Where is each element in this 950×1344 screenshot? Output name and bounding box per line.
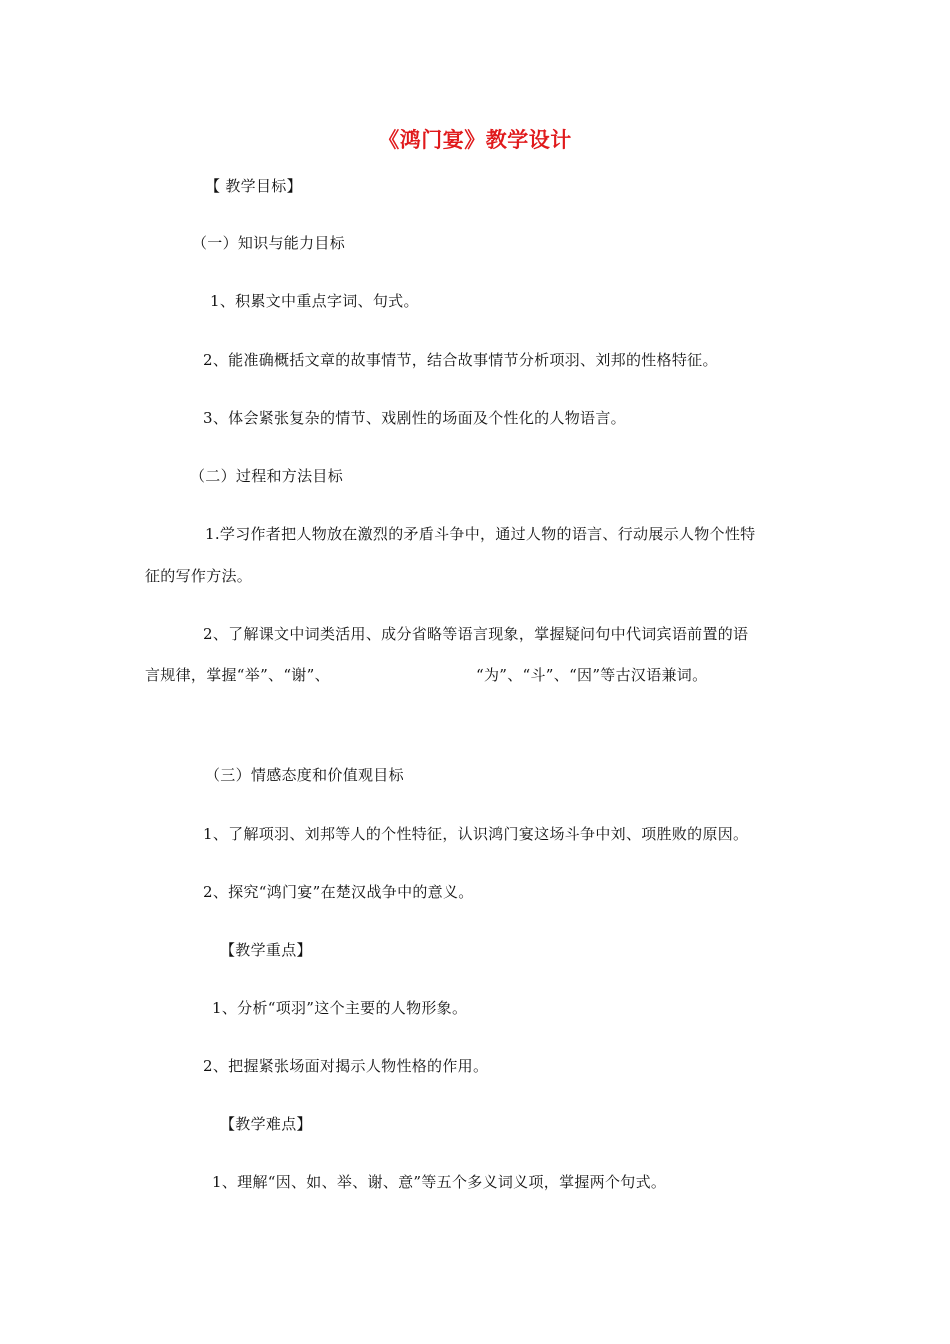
goals-heading: 【 教学目标】 (205, 177, 302, 195)
section2-item1-line1: 1.学习作者把人物放在激烈的矛盾斗争中，通过人物的语言、行动展示人物个性特 (205, 525, 756, 543)
section2-item2-line2b: “为”、“斗”、“因”等古汉语兼词。 (476, 666, 708, 684)
section2-item1-line2: 征的写作方法。 (145, 567, 253, 585)
section2-item2-line1: 2、了解课文中词类活用、成分省略等语言现象，掌握疑问句中代词宾语前置的语 (203, 625, 749, 643)
focus-item1: 1、分析“项羽”这个主要的人物形象。 (212, 999, 468, 1017)
difficulty-heading: 【教学难点】 (220, 1115, 312, 1133)
section1-heading: （一）知识与能力目标 (192, 234, 346, 252)
section3-item1: 1、了解项羽、刘邦等人的个性特征，认识鸿门宴这场斗争中刘、项胜败的原因。 (203, 825, 749, 843)
section1-item1: 1、积累文中重点字词、句式。 (210, 292, 419, 310)
section2-heading: （二）过程和方法目标 (190, 467, 344, 485)
section1-item2: 2、能准确概括文章的故事情节，结合故事情节分析项羽、刘邦的性格特征。 (203, 351, 718, 369)
focus-item2: 2、把握紧张场面对揭示人物性格的作用。 (203, 1057, 489, 1075)
section1-item3: 3、体会紧张复杂的情节、戏剧性的场面及个性化的人物语言。 (203, 409, 626, 427)
section3-heading: （三）情感态度和价值观目标 (205, 766, 404, 784)
section3-item2: 2、探究“鸿门宴”在楚汉战争中的意义。 (203, 883, 474, 901)
document-title: 《鸿门宴》教学设计 (378, 128, 572, 152)
section2-item2-line2a: 言规律，掌握“举”、“谢”、 (145, 666, 330, 684)
difficulty-item1: 1、理解“因、如、举、谢、意”等五个多义词义项，掌握两个句式。 (212, 1173, 667, 1191)
focus-heading: 【教学重点】 (220, 941, 312, 959)
